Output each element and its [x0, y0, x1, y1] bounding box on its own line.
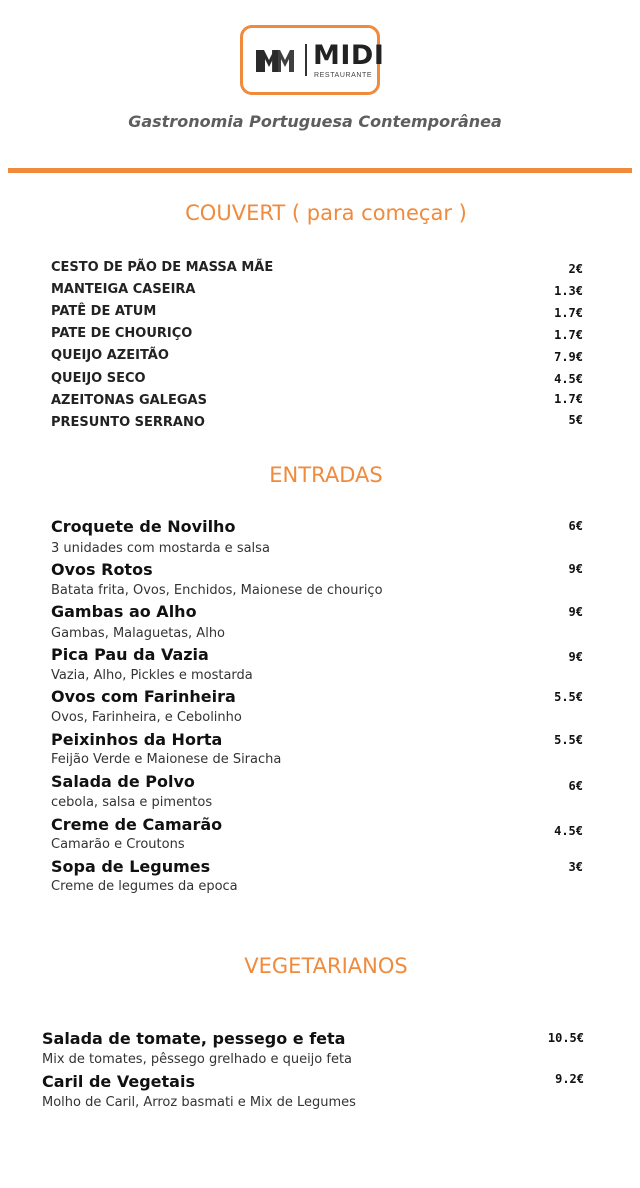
logo-separator	[305, 44, 307, 76]
dish-name: Salada de Polvo	[51, 772, 195, 791]
couvert-item-name: PRESUNTO SERRANO	[51, 415, 205, 430]
dish-price: 6€	[568, 519, 583, 533]
dish-price: 9€	[568, 605, 583, 619]
dish-description: cebola, salsa e pimentos	[51, 795, 213, 810]
dish-description: Vazia, Alho, Pickles e mostarda	[51, 668, 253, 683]
dish-description: Ovos, Farinheira, e Cebolinho	[51, 710, 242, 725]
couvert-item-price: 1.7€	[554, 328, 583, 342]
couvert-item-price: 4.5€	[554, 372, 583, 386]
dish-name: Ovos Rotos	[51, 560, 153, 579]
section-title-entradas: ENTRADAS	[269, 463, 383, 487]
couvert-item-price: 1.7€	[554, 306, 583, 320]
dish-price: 9€	[568, 562, 583, 576]
dish-description: Molho de Caril, Arroz basmati e Mix de Legumes	[42, 1095, 356, 1110]
couvert-item-name: AZEITONAS GALEGAS	[51, 393, 207, 408]
dish-price: 3€	[568, 860, 583, 874]
dish-price: 5.5€	[554, 733, 583, 747]
dish-description: Gambas, Malaguetas, Alho	[51, 626, 226, 641]
dish-name: Ovos com Farinheira	[51, 687, 236, 706]
couvert-item-name: PATE DE CHOURIÇO	[51, 326, 193, 341]
logo-subtitle: RESTAURANTE	[314, 72, 373, 79]
dish-description: Mix de tomates, pêssego grelhado e queijo feta	[42, 1052, 353, 1067]
restaurant-logo	[240, 25, 385, 95]
couvert-item-price: 1.7€	[554, 392, 583, 406]
section-title-couvert: COUVERT ( para começar )	[185, 201, 467, 225]
couvert-item-name: QUEIJO AZEITÃO	[51, 348, 169, 363]
couvert-item-price: 2€	[568, 262, 583, 276]
dish-price: 9.2€	[555, 1072, 584, 1086]
mm-monogram-icon	[255, 46, 295, 74]
dish-name: Peixinhos da Horta	[51, 730, 223, 749]
couvert-item-name: CESTO DE PÃO DE MASSA MÃE	[51, 260, 274, 275]
dish-price: 4.5€	[554, 824, 583, 838]
dish-price: 10.5€	[547, 1031, 584, 1045]
section-title-vegetarianos: VEGETARIANOS	[244, 954, 408, 978]
couvert-item-price: 1.3€	[554, 284, 583, 298]
header-divider	[8, 168, 632, 173]
dish-name: Salada de tomate, pessego e feta	[42, 1029, 346, 1048]
dish-name: Croquete de Novilho	[51, 517, 236, 536]
dish-price: 9€	[568, 650, 583, 664]
couvert-item-price: 5€	[568, 413, 583, 427]
dish-name: Caril de Vegetais	[42, 1072, 195, 1091]
dish-description: Batata frita, Ovos, Enchidos, Maionese de chouriço	[51, 583, 383, 598]
dish-price: 6€	[568, 779, 583, 793]
couvert-item-name: PATÊ DE ATUM	[51, 304, 157, 319]
dish-name: Creme de Camarão	[51, 815, 223, 834]
dish-description: Camarão e Croutons	[51, 837, 185, 852]
tagline: Gastronomia Portuguesa Contemporânea	[128, 112, 502, 131]
dish-name: Pica Pau da Vazia	[51, 645, 209, 664]
couvert-item-price: 7.9€	[554, 350, 583, 364]
couvert-item-name: QUEIJO SECO	[51, 371, 146, 386]
dish-price: 5.5€	[554, 690, 583, 704]
logo-name: MIDI	[313, 40, 385, 71]
couvert-item-name: MANTEIGA CASEIRA	[51, 282, 196, 297]
dish-name: Gambas ao Alho	[51, 602, 197, 621]
dish-description: 3 unidades com mostarda e salsa	[51, 541, 270, 556]
dish-name: Sopa de Legumes	[51, 857, 211, 876]
dish-description: Creme de legumes da epoca	[51, 879, 238, 894]
dish-description: Feijão Verde e Maionese de Siracha	[51, 752, 282, 767]
